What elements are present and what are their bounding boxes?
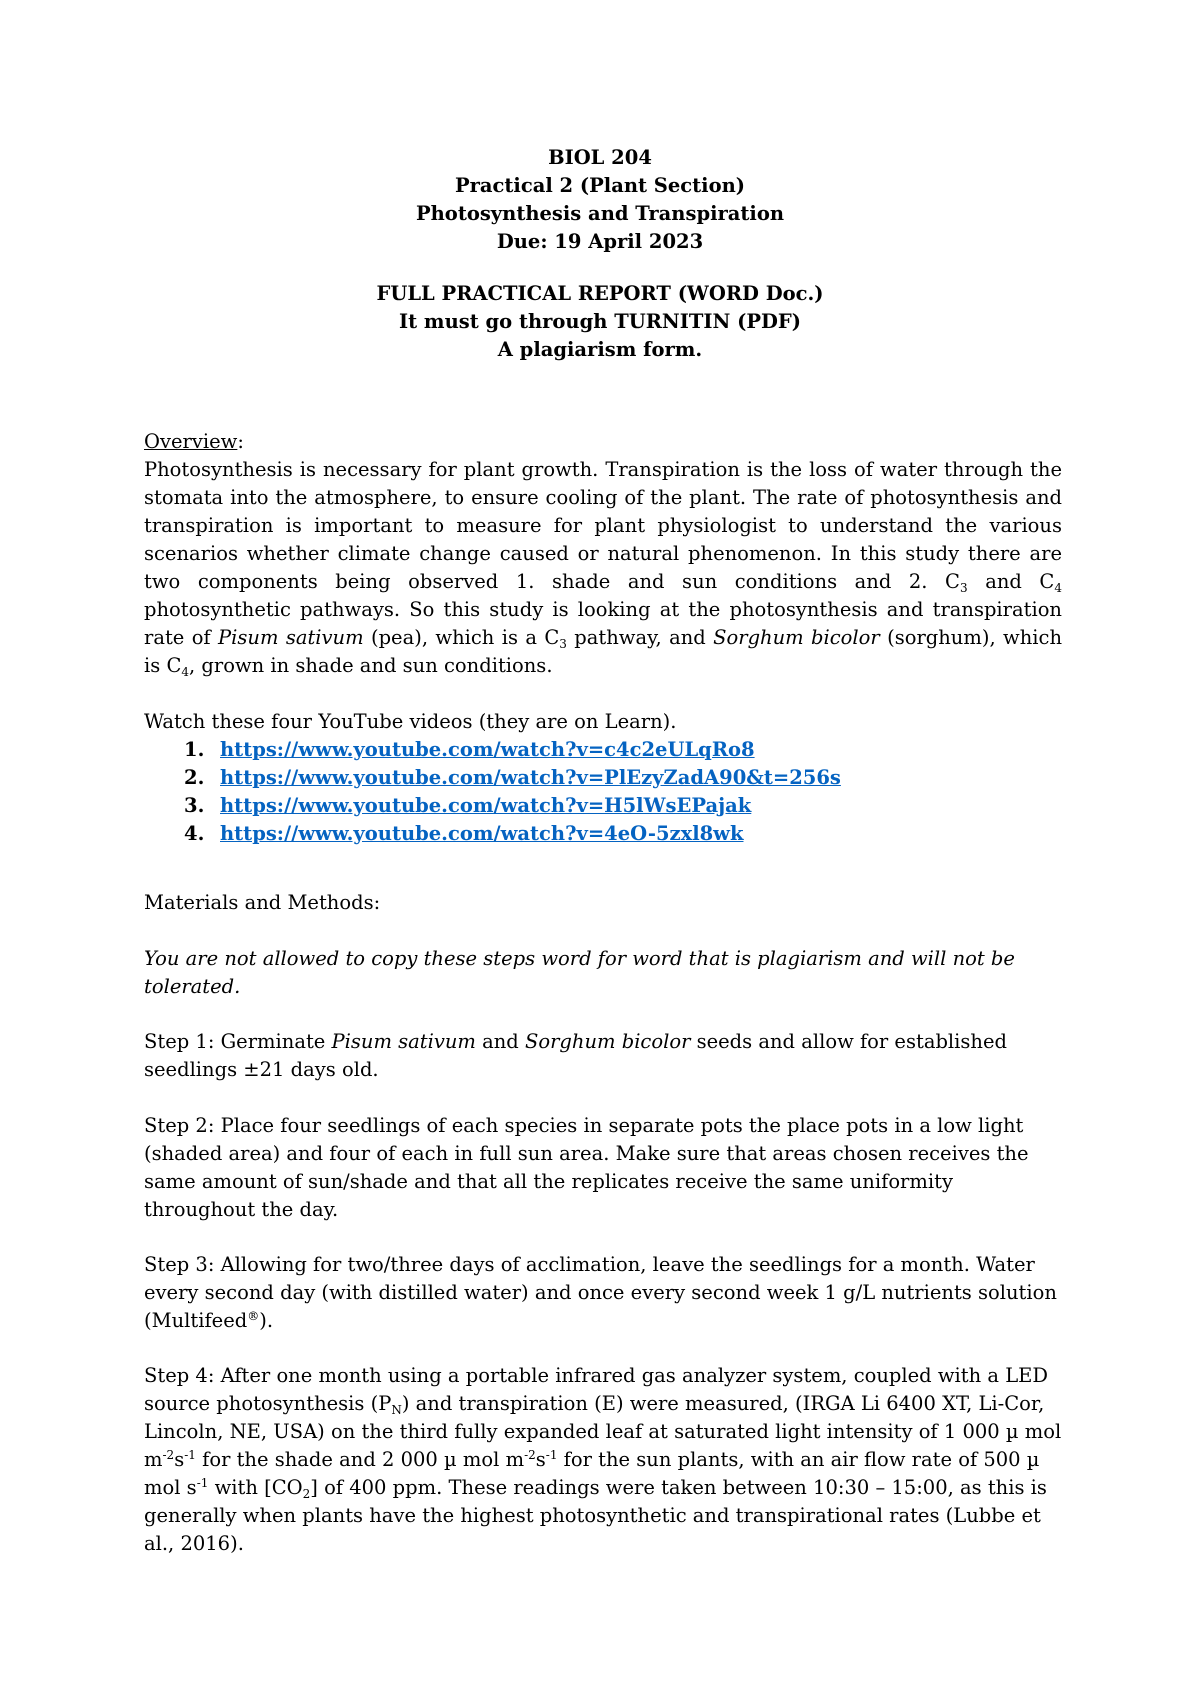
list-item: 3. https://www.youtube.com/watch?v=H5lWsEPajak	[184, 794, 752, 817]
species-pisum: Pisum sativum	[218, 626, 364, 649]
list-item: 1. https://www.youtube.com/watch?v=c4c2eULqRo8	[184, 738, 755, 761]
step-2: Step 2: Place four seedlings of each species in separate pots the place pots in a low light (shaded area) and four of each in full sun area. Make sure that areas chosen receives the same amount of sun/shade and that all the replicates receive the same uniformity throughout the day.	[144, 1114, 1029, 1221]
list-item: 2. https://www.youtube.com/watch?v=PlEzyZadA90&t=256s	[184, 766, 841, 789]
overview-heading: Overview:	[144, 430, 244, 453]
practical-title: Practical 2 (Plant Section)	[454, 174, 745, 197]
document-header	[0, 144, 1200, 364]
videos-intro: Watch these four YouTube videos (they are on Learn).	[144, 710, 677, 733]
step-1: Step 1: Germinate Pisum sativum and Sorghum bicolor seeds and allow for established seedlings ±21 days old.	[144, 1030, 1007, 1081]
overview-paragraph: Photosynthesis is necessary for plant growth. Transpiration is the loss of water through the stomata into the atmosphere, to ensure cooling of the plant. The rate of photosynthesis and transpiration is important to measure for plant physiologist to understand the various scenarios whether climate change caused or natural phenomenon. In this study there are two components being observed 1. shade and sun conditions and 2. $C_3$ and $C_4$ photosynthetic pathways. So this study is looking at the photosynthesis and transpiration rate of Pisum sativum (pea), which is a $C_3$ pathway, and Sorghum bicolor (sorghum), which is $C_4$, grown in shade and sun conditions.	[144, 458, 1063, 679]
youtube-link-3[interactable]: https://www.youtube.com/watch?v=H5lWsEPajak	[220, 794, 752, 817]
list-item: 4. https://www.youtube.com/watch?v=4eO-5zxl8wk	[184, 822, 744, 845]
plagiarism-warning: You are not allowed to copy these steps word for word that is plagiarism and will not be tolerated.	[144, 947, 1015, 998]
topic-title: Photosynthesis and Transpiration	[415, 202, 785, 225]
youtube-link-4[interactable]: https://www.youtube.com/watch?v=4eO-5zxl8wk	[220, 822, 744, 845]
video-link-list	[144, 736, 1062, 848]
turnitin-requirement: It must go through TURNITIN (PDF)	[399, 310, 801, 333]
step-3: Step 3: Allowing for two/three days of acclimation, leave the seedlings for a month. Water every second day (with distilled water) and once every second week 1 g/L nutrients solution (Multifeed®).	[144, 1253, 1057, 1332]
plagiarism-form-requirement: A plagiarism form.	[497, 338, 703, 361]
course-code: BIOL 204	[548, 146, 652, 169]
species-sorghum: Sorghum bicolor	[713, 626, 880, 649]
step-4: Step 4: After one month using a portable infrared gas analyzer system, coupled with a LED source photosynthesis $(P_N)$ and transpiration (E) were measured, (IRGA Li 6400 XT, Li-Cor, Lincoln, NE, USA) on the third fully expanded leaf at saturated light intensity of 1 000 µ mol $m^{-2}s^{-1}$ for the shade and 2 000 µ mol $m^{-2}s^{-1}$ for the sun plants, with an air flow rate of 500 µ mol $s^{-1}$ with $[CO_2]$ of 400 ppm. These readings were taken between 10:30 – 15:00, as this is generally when plants have the highest photosynthetic and transpirational rates (Lubbe et al., 2016).	[144, 1364, 1062, 1555]
methods-heading: Materials and Methods:	[144, 891, 381, 914]
youtube-link-2[interactable]: https://www.youtube.com/watch?v=PlEzyZadA90&t=256s	[220, 766, 841, 789]
overview-section	[144, 428, 1062, 680]
due-date: Due: 19 April 2023	[496, 230, 704, 253]
youtube-link-1[interactable]: https://www.youtube.com/watch?v=c4c2eULqRo8	[220, 738, 755, 761]
report-requirement: FULL PRACTICAL REPORT (WORD Doc.)	[376, 282, 824, 305]
videos-section	[144, 708, 1062, 848]
